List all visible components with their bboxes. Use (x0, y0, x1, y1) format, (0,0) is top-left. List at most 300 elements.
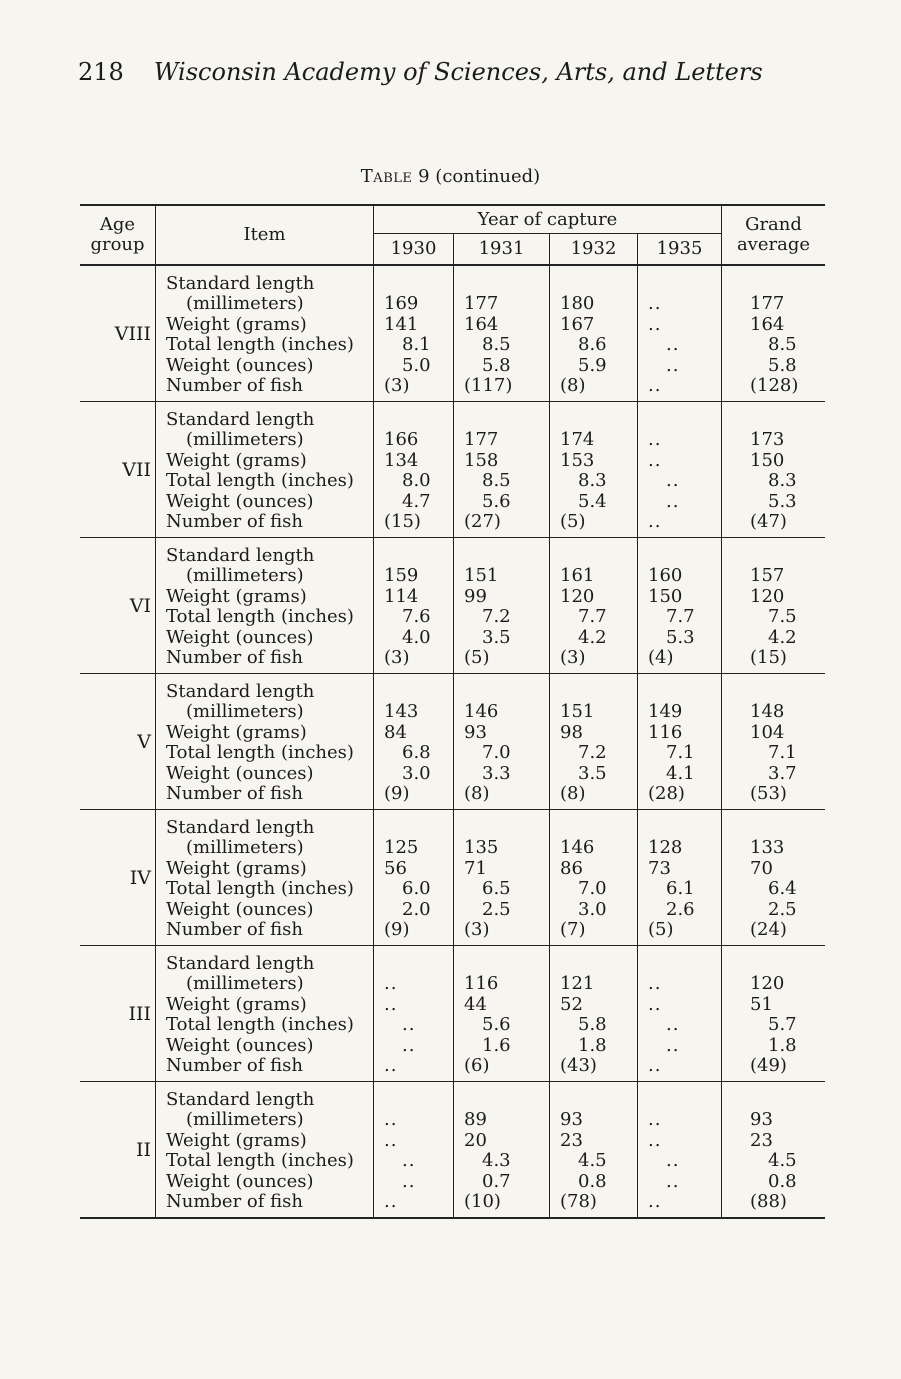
item-label: Number of fish (166, 1054, 303, 1076)
value-cell: 2.6 (666, 898, 695, 920)
item-label: (millimeters) (186, 429, 304, 451)
item-labels (156, 810, 374, 945)
value-cell: 3.3 (482, 762, 511, 784)
value-cell: 5.7 (768, 1014, 797, 1036)
item-label: Weight (grams) (166, 993, 307, 1015)
value-cell: 56 (384, 857, 407, 879)
header-year-of-capture: Year of capture (374, 206, 722, 234)
value-cell: 3.5 (578, 762, 607, 784)
value-cell: 86 (560, 857, 583, 879)
spacer (384, 682, 453, 702)
value-cell: 5.4 (578, 490, 607, 512)
value-cell: .. (666, 470, 680, 492)
value-cell: 153 (560, 449, 595, 471)
value-cell: 7.6 (402, 606, 431, 628)
value-cell: 151 (464, 565, 499, 587)
header-year-1935: 1935 (638, 234, 722, 264)
value-cell: .. (648, 1054, 662, 1076)
item-label: Total length (inches) (166, 878, 354, 900)
value-cell: 6.5 (482, 878, 511, 900)
value-cell: (8) (464, 782, 490, 804)
table-header (80, 206, 825, 266)
value-cell: .. (666, 1170, 680, 1192)
item-label: Weight (grams) (166, 721, 307, 743)
value-column-grand-average (722, 674, 825, 809)
value-cell: 158 (464, 449, 499, 471)
value-column-year-1932 (550, 946, 638, 1081)
item-label: Number of fish (166, 646, 303, 668)
value-cell: 3.0 (578, 898, 607, 920)
value-column-year-1935 (638, 538, 722, 673)
item-label: Standard length (166, 545, 315, 566)
value-column-year-1931 (454, 1082, 550, 1217)
value-cell: (15) (750, 646, 787, 668)
item-label: (millimeters) (186, 293, 304, 315)
value-cell: 116 (464, 973, 499, 995)
item-label: (millimeters) (186, 1109, 304, 1131)
item-label: Standard length (166, 817, 315, 838)
value-column-grand-average (722, 1082, 825, 1217)
item-label: Total length (inches) (166, 1150, 354, 1172)
value-cell: 4.2 (768, 626, 797, 648)
value-cell: 177 (750, 293, 785, 315)
item-label: Number of fish (166, 918, 303, 940)
header-year-1930: 1930 (374, 234, 454, 264)
header-year-1932: 1932 (550, 234, 638, 264)
spacer (750, 410, 825, 430)
value-cell: 89 (464, 1109, 487, 1131)
value-cell: (15) (384, 510, 421, 532)
value-cell: .. (666, 1014, 680, 1036)
value-cell: .. (666, 354, 680, 376)
data-table (80, 204, 825, 1219)
age-group-row (80, 538, 825, 674)
value-cell: 149 (648, 701, 683, 723)
journal-title: Wisconsin Academy of Sciences, Arts, and Letters (153, 58, 763, 86)
value-cell: .. (648, 293, 662, 315)
value-column-year-1932 (550, 402, 638, 537)
spacer (384, 818, 453, 838)
value-cell: 52 (560, 993, 583, 1015)
value-column-year-1932 (550, 674, 638, 809)
value-cell: (6) (464, 1054, 490, 1076)
value-cell: (9) (384, 782, 410, 804)
value-cell: 135 (464, 837, 499, 859)
value-cell: .. (384, 993, 398, 1015)
value-column-year-1930 (374, 810, 454, 945)
age-group-label: III (80, 946, 156, 1081)
value-cell: (8) (560, 374, 586, 396)
value-cell: 5.6 (482, 490, 511, 512)
value-cell: .. (648, 1109, 662, 1131)
value-cell: 8.5 (768, 334, 797, 356)
value-cell: 173 (750, 429, 785, 451)
age-group-label: VIII (80, 266, 156, 401)
value-column-year-1935 (638, 674, 722, 809)
value-cell: 44 (464, 993, 487, 1015)
value-column-grand-average (722, 810, 825, 945)
item-label: Weight (grams) (166, 1129, 307, 1151)
value-cell: 3.5 (482, 626, 511, 648)
value-column-year-1935 (638, 946, 722, 1081)
value-cell: .. (648, 374, 662, 396)
value-cell: (28) (648, 782, 685, 804)
item-label: Total length (inches) (166, 334, 354, 356)
item-label: Weight (ounces) (166, 898, 314, 920)
value-column-year-1935 (638, 810, 722, 945)
spacer (464, 954, 549, 974)
table-note: (continued) (435, 166, 541, 187)
item-label: Total length (inches) (166, 606, 354, 628)
value-cell: 1.8 (578, 1034, 607, 1056)
item-labels (156, 946, 374, 1081)
age-group-label: VI (80, 538, 156, 673)
spacer (560, 410, 637, 430)
value-cell: 7.7 (666, 606, 695, 628)
value-cell: 2.5 (768, 898, 797, 920)
value-cell: 8.3 (768, 470, 797, 492)
header-item: Item (156, 206, 374, 264)
item-label: (millimeters) (186, 701, 304, 723)
value-cell: (128) (750, 374, 799, 396)
value-cell: (5) (648, 918, 674, 940)
item-label: Standard length (166, 409, 315, 430)
spacer (560, 682, 637, 702)
value-cell: 5.6 (482, 1014, 511, 1036)
value-cell: 114 (384, 585, 419, 607)
value-cell: (27) (464, 510, 501, 532)
spacer (464, 274, 549, 294)
value-cell: 120 (560, 585, 595, 607)
spacer (560, 954, 637, 974)
value-cell: 5.8 (768, 354, 797, 376)
spacer (384, 546, 453, 566)
spacer (384, 1090, 453, 1110)
item-label: Weight (ounces) (166, 490, 314, 512)
value-cell: 161 (560, 565, 595, 587)
value-cell: 150 (648, 585, 683, 607)
item-label: Weight (grams) (166, 857, 307, 879)
value-cell: 166 (384, 429, 419, 451)
value-cell: 20 (464, 1129, 487, 1151)
value-cell: .. (384, 1190, 398, 1212)
value-cell: 2.5 (482, 898, 511, 920)
value-cell: 93 (560, 1109, 583, 1131)
spacer (750, 546, 825, 566)
value-cell: 71 (464, 857, 487, 879)
value-column-year-1931 (454, 810, 550, 945)
value-cell: .. (666, 1034, 680, 1056)
value-cell: 7.0 (482, 742, 511, 764)
value-cell: 164 (464, 313, 499, 335)
value-cell: 141 (384, 313, 419, 335)
value-cell: .. (384, 1054, 398, 1076)
value-cell: 23 (750, 1129, 773, 1151)
item-label: (millimeters) (186, 565, 304, 587)
spacer (750, 682, 825, 702)
value-column-year-1930 (374, 946, 454, 1081)
value-cell: 1.8 (768, 1034, 797, 1056)
value-cell: (53) (750, 782, 787, 804)
value-cell: 73 (648, 857, 671, 879)
value-cell: (78) (560, 1190, 597, 1212)
spacer (464, 1090, 549, 1110)
item-label: Weight (ounces) (166, 762, 314, 784)
value-cell: 174 (560, 429, 595, 451)
item-label: Number of fish (166, 782, 303, 804)
value-cell: 160 (648, 565, 683, 587)
value-column-year-1930 (374, 402, 454, 537)
value-cell: 0.8 (768, 1170, 797, 1192)
value-cell: 23 (560, 1129, 583, 1151)
value-column-year-1932 (550, 266, 638, 401)
value-column-year-1931 (454, 674, 550, 809)
value-cell: (8) (560, 782, 586, 804)
value-cell: 120 (750, 973, 785, 995)
value-cell: 177 (464, 429, 499, 451)
value-cell: 8.1 (402, 334, 431, 356)
spacer (560, 818, 637, 838)
value-cell: (5) (464, 646, 490, 668)
value-cell: (10) (464, 1190, 501, 1212)
value-cell: 4.1 (666, 762, 695, 784)
value-cell: .. (384, 973, 398, 995)
value-column-year-1930 (374, 266, 454, 401)
value-cell: 51 (750, 993, 773, 1015)
age-group-row (80, 402, 825, 538)
value-cell: 7.7 (578, 606, 607, 628)
spacer (384, 954, 453, 974)
age-group-row (80, 674, 825, 810)
item-label: Standard length (166, 1089, 315, 1110)
value-column-year-1935 (638, 1082, 722, 1217)
spacer (560, 274, 637, 294)
value-cell: (7) (560, 918, 586, 940)
item-label: Total length (inches) (166, 742, 354, 764)
value-cell: 159 (384, 565, 419, 587)
value-cell: 4.5 (578, 1150, 607, 1172)
value-cell: 3.7 (768, 762, 797, 784)
value-cell: .. (666, 334, 680, 356)
value-cell: 5.8 (578, 1014, 607, 1036)
value-column-year-1931 (454, 946, 550, 1081)
age-group-row (80, 810, 825, 946)
item-labels (156, 266, 374, 401)
value-cell: 8.3 (578, 470, 607, 492)
item-label: Standard length (166, 273, 315, 294)
spacer (648, 818, 721, 838)
value-cell: 4.3 (482, 1150, 511, 1172)
spacer (648, 682, 721, 702)
value-cell: 0.8 (578, 1170, 607, 1192)
spacer (648, 546, 721, 566)
value-column-year-1931 (454, 402, 550, 537)
value-cell: 70 (750, 857, 773, 879)
item-labels (156, 538, 374, 673)
value-cell: (4) (648, 646, 674, 668)
value-column-year-1931 (454, 538, 550, 673)
value-cell: 121 (560, 973, 595, 995)
value-cell: .. (648, 429, 662, 451)
item-label: Weight (ounces) (166, 626, 314, 648)
value-cell: 120 (750, 585, 785, 607)
age-group-label: II (80, 1082, 156, 1217)
value-cell: .. (648, 1190, 662, 1212)
value-cell: 7.1 (666, 742, 695, 764)
item-label: Weight (grams) (166, 313, 307, 335)
value-cell: 6.1 (666, 878, 695, 900)
value-cell: 7.0 (578, 878, 607, 900)
item-label: (millimeters) (186, 837, 304, 859)
value-cell: 6.8 (402, 742, 431, 764)
spacer (464, 682, 549, 702)
value-column-year-1935 (638, 402, 722, 537)
value-cell: 5.3 (666, 626, 695, 648)
header-grand-average: Grand average (736, 214, 811, 255)
value-cell: 167 (560, 313, 595, 335)
value-cell: 1.6 (482, 1034, 511, 1056)
value-column-grand-average (722, 402, 825, 537)
value-cell: 6.0 (402, 878, 431, 900)
value-cell: 99 (464, 585, 487, 607)
item-label: Number of fish (166, 374, 303, 396)
spacer (464, 410, 549, 430)
value-cell: .. (648, 313, 662, 335)
value-cell: (5) (560, 510, 586, 532)
value-cell: 134 (384, 449, 419, 471)
value-cell: 148 (750, 701, 785, 723)
value-cell: 5.9 (578, 354, 607, 376)
value-column-grand-average (722, 946, 825, 1081)
value-column-grand-average (722, 538, 825, 673)
value-cell: (3) (560, 646, 586, 668)
value-cell: .. (384, 1109, 398, 1131)
value-column-year-1930 (374, 1082, 454, 1217)
item-labels (156, 674, 374, 809)
value-cell: (9) (384, 918, 410, 940)
value-column-grand-average (722, 266, 825, 401)
value-cell: 164 (750, 313, 785, 335)
age-group-row (80, 266, 825, 402)
value-cell: 180 (560, 293, 595, 315)
table-body (80, 266, 825, 1219)
spacer (750, 1090, 825, 1110)
value-column-year-1930 (374, 538, 454, 673)
age-group-label: IV (80, 810, 156, 945)
value-cell: (3) (464, 918, 490, 940)
item-label: (millimeters) (186, 973, 304, 995)
value-cell: 151 (560, 701, 595, 723)
page-header (78, 58, 763, 86)
age-group-row (80, 946, 825, 1082)
value-cell: (47) (750, 510, 787, 532)
value-cell: .. (666, 490, 680, 512)
value-cell: (43) (560, 1054, 597, 1076)
value-cell: 98 (560, 721, 583, 743)
value-cell: 5.0 (402, 354, 431, 376)
spacer (384, 274, 453, 294)
value-column-year-1932 (550, 1082, 638, 1217)
item-label: Weight (grams) (166, 449, 307, 471)
item-label: Total length (inches) (166, 1014, 354, 1036)
item-label: Number of fish (166, 1190, 303, 1212)
item-label: Weight (grams) (166, 585, 307, 607)
value-cell: 116 (648, 721, 683, 743)
spacer (750, 818, 825, 838)
age-group-label: V (80, 674, 156, 809)
value-cell: 7.2 (578, 742, 607, 764)
item-label: Total length (inches) (166, 470, 354, 492)
value-column-year-1935 (638, 266, 722, 401)
value-cell: .. (648, 449, 662, 471)
table-caption (0, 166, 901, 187)
value-cell: (49) (750, 1054, 787, 1076)
value-cell: 128 (648, 837, 683, 859)
value-cell: 143 (384, 701, 419, 723)
value-cell: 8.0 (402, 470, 431, 492)
value-cell: 7.1 (768, 742, 797, 764)
value-cell: 0.7 (482, 1170, 511, 1192)
value-column-year-1932 (550, 810, 638, 945)
value-cell: 4.0 (402, 626, 431, 648)
value-cell: (3) (384, 646, 410, 668)
header-year-1931: 1931 (454, 234, 550, 264)
value-column-year-1930 (374, 674, 454, 809)
value-cell: 146 (464, 701, 499, 723)
value-cell: 146 (560, 837, 595, 859)
value-cell: .. (402, 1034, 416, 1056)
value-column-year-1931 (454, 266, 550, 401)
age-group-row (80, 1082, 825, 1219)
value-cell: .. (648, 510, 662, 532)
value-cell: 84 (384, 721, 407, 743)
value-cell: 104 (750, 721, 785, 743)
value-cell: 125 (384, 837, 419, 859)
header-age-group: Age group (80, 206, 156, 264)
spacer (648, 274, 721, 294)
spacer (384, 410, 453, 430)
value-cell: 7.5 (768, 606, 797, 628)
item-label: Weight (ounces) (166, 1034, 314, 1056)
value-cell: 157 (750, 565, 785, 587)
value-cell: 4.5 (768, 1150, 797, 1172)
spacer (560, 546, 637, 566)
value-cell: .. (648, 993, 662, 1015)
table-number: 9 (418, 166, 430, 187)
spacer (648, 410, 721, 430)
value-cell: 5.8 (482, 354, 511, 376)
value-cell: 8.5 (482, 334, 511, 356)
value-cell: 3.0 (402, 762, 431, 784)
value-cell: 2.0 (402, 898, 431, 920)
page-number: 218 (78, 58, 124, 86)
value-cell: 8.6 (578, 334, 607, 356)
spacer (560, 1090, 637, 1110)
value-cell: 7.2 (482, 606, 511, 628)
value-column-year-1932 (550, 538, 638, 673)
value-cell: 177 (464, 293, 499, 315)
table-label: Table (360, 166, 413, 187)
spacer (648, 954, 721, 974)
value-cell: .. (402, 1014, 416, 1036)
item-label: Number of fish (166, 510, 303, 532)
value-cell: 133 (750, 837, 785, 859)
spacer (750, 954, 825, 974)
value-cell: 169 (384, 293, 419, 315)
item-label: Weight (ounces) (166, 1170, 314, 1192)
value-cell: 93 (750, 1109, 773, 1131)
value-cell: .. (384, 1129, 398, 1151)
